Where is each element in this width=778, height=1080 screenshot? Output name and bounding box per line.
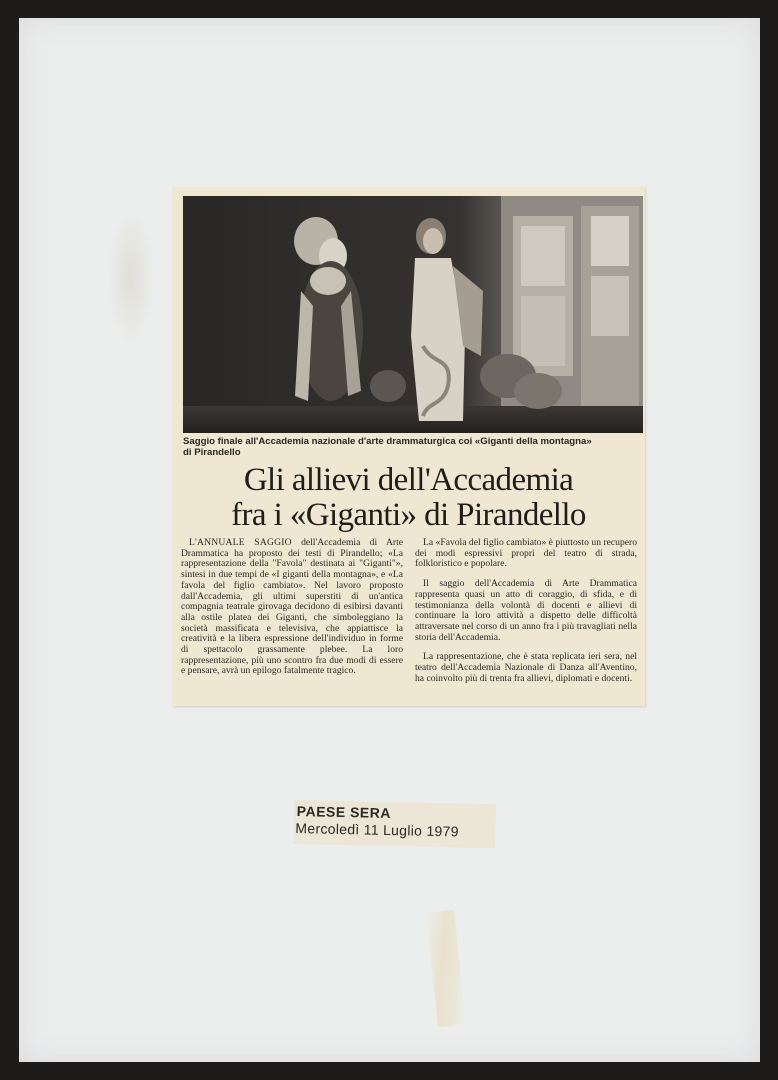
article-column-left: [181, 538, 403, 686]
paper-stain: [107, 208, 155, 348]
publication-name: PAESE SERA: [296, 803, 392, 822]
article-paragraph: Il saggio dell'Accademia di Arte Drammatica rappresenta quasi un atto di coraggio, di sfida, e di testimonianza della volontà di docenti e allievi di continuare la loro attività a dispetto delle difficoltà attraversate nel corso di un anno fra i più travagliati nella storia dell'Accademia.: [415, 578, 637, 643]
article-paragraph: [181, 538, 403, 677]
article-headline: Gli allievi dell'Accademia fra i «Giganti» di Pirandello: [231, 462, 586, 533]
source-label: [293, 800, 496, 848]
archive-sheet: [19, 18, 760, 1062]
paragraph-text: dell'Accademia di Arte Drammatica ha proposto dei testi di Pirandello; «La rappresentazione della "Favola" destinata ai "Giganti"», sintesi in due tempi de «I giganti della montagna», e «La favola del figlio cambiato». Nel lavoro proposto dall'Accademia, gli ultimi superstiti di un'antica compagnia teatrale girovaga decidono di esibirsi davanti alla ostile platea dei Giganti, che simboleggiano la società massificata e televisiva, che appiattisce la creatività e la libera espressione dell'individuo in forme di spettacolo grassamente plebee. La loro rappresentazione, più uno scontro fra due modi di essere e pensare, avrà un epilogo fatalmente tragico.: [181, 537, 403, 677]
photo-caption: Saggio finale all'Accademia nazionale d'arte drammaturgica coi «Giganti della montagna» di Pirandello: [183, 436, 592, 458]
stage-photo: [183, 196, 643, 433]
stage-photo-illustration: [183, 196, 643, 433]
newspaper-clipping: [172, 187, 645, 706]
tape-residue: [426, 910, 466, 1027]
article-column-right: [415, 538, 637, 693]
publication-date: Mercoledì 11 Luglio 1979: [295, 820, 459, 840]
article-paragraph: La «Favola del figlio cambiato» è piuttosto un recupero dei modi espressivi propri del teatro di strada, folkloristico e popolare.: [415, 537, 637, 570]
lead-in-caps: L'ANNUALE SAGGIO: [189, 537, 292, 548]
article-paragraph: La rappresentazione, che è stata replicata ieri sera, nel teatro dell'Accademia Nazionale di Danza all'Aventino, ha coinvolto più di trenta fra allievi, diplomati e docenti.: [415, 651, 637, 684]
